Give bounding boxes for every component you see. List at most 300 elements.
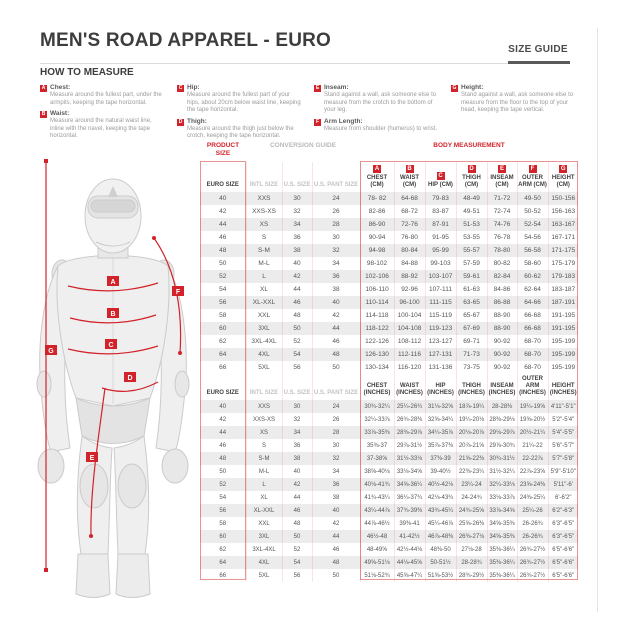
cell: 27⅛-28 (456, 543, 487, 556)
svg-text:G: G (48, 348, 54, 355)
cell: 4XL (246, 556, 282, 569)
column-header: U.S. SIZE (282, 374, 312, 400)
measure-letter-badge: D (178, 118, 183, 125)
cell: 104-108 (394, 322, 425, 335)
cell: 95-99 (425, 244, 456, 257)
table-row (200, 335, 578, 348)
cell: 43¼-44⅞ (360, 504, 394, 517)
svg-text:E: E (89, 455, 95, 462)
cell: 26¾-27½ (517, 569, 548, 582)
cell: 6'5"-6'6" (552, 546, 575, 553)
cell: 24-24¾ (456, 491, 487, 504)
cell: 3XL (246, 322, 282, 335)
cell: 187-191 (551, 299, 576, 306)
figure-badge-chest (107, 276, 119, 286)
cell: 50 (282, 322, 312, 335)
cell: 30 (282, 192, 312, 205)
table-group-headers (200, 142, 578, 157)
measure-column (177, 84, 314, 144)
measure-item-text: Measure around the fullest part of your hips, about 20cm below waist line, keeping the tape horizontal. (187, 92, 301, 113)
cell: XXS-XS (246, 205, 282, 218)
cell: 41-42½ (394, 530, 425, 543)
cell: 28⅜-29⅞ (394, 426, 425, 439)
cell: 45⅝-47¼ (394, 569, 425, 582)
cell: 54 (200, 491, 246, 504)
cell: 6'5"-6'6" (552, 572, 575, 579)
how-to-measure-columns (40, 84, 588, 144)
cell: 38 (282, 244, 312, 257)
table-row (200, 361, 578, 374)
cell: 58-60 (517, 257, 548, 270)
cell: 30 (282, 400, 312, 413)
cell: 3XL-4XL (246, 543, 282, 556)
cell: 72-76 (394, 218, 425, 231)
column-header: F OUTER ARM (CM) (517, 162, 548, 192)
table-row (200, 322, 578, 335)
cell: 28-28¾ (456, 556, 487, 569)
cell: 56 (200, 504, 246, 517)
svg-text:D: D (127, 375, 133, 382)
cell: 25¼-26¾ (394, 400, 425, 413)
cell: 36 (312, 270, 360, 283)
cell: 30¾-32¼ (360, 400, 394, 413)
tab-size-guide[interactable]: SIZE GUIDE (508, 44, 568, 55)
cell: S-M (246, 452, 282, 465)
table-row (200, 426, 578, 439)
measure-letter-badge: A (41, 85, 46, 91)
column-header: CHEST (INCHES) (360, 374, 394, 400)
cell: 46 (282, 504, 312, 517)
cell: 127-131 (425, 348, 456, 361)
column-letter-badge: E (499, 166, 504, 172)
cell: 34 (282, 426, 312, 439)
cell: 58 (200, 517, 246, 530)
column-header: E INSEAM (CM) (487, 162, 517, 192)
cell: 175-179 (551, 260, 576, 267)
column-header: B WAIST (CM) (394, 162, 425, 192)
group-header-product-size: PRODUCT SIZE (206, 142, 240, 157)
cell: 46 (312, 335, 360, 348)
cell: 6'5"-6'6" (552, 559, 575, 566)
measure-letter-badge: G (452, 85, 457, 91)
cell: 66-68 (517, 309, 548, 322)
cell: XL (246, 283, 282, 296)
figure-badge-thigh (124, 372, 136, 382)
cell: 48 (312, 348, 360, 361)
cell: 44 (282, 283, 312, 296)
measure-item-text: Stand against a wall, ask someone else to measure from the floor to the top of your head, keeping the tape vertical. (461, 92, 574, 113)
cell: 163-167 (551, 221, 576, 228)
cell: 40½-42⅛ (425, 478, 456, 491)
measure-item-title: Inseam: (324, 84, 349, 91)
measure-item-thigh (177, 118, 302, 141)
header-row (200, 374, 578, 400)
svg-text:B: B (110, 311, 116, 318)
cell: 50-52 (517, 205, 548, 218)
cell: 5'11"-6' (553, 481, 573, 488)
cell: 42 (282, 270, 312, 283)
cell: 54 (282, 556, 312, 569)
cell: 52 (200, 478, 246, 491)
group-header-body-measurement: BODY MEASUREMENT (433, 142, 505, 149)
cell: 88-90 (487, 309, 517, 322)
table-row (200, 257, 578, 270)
cell: 26 (312, 413, 360, 426)
cell: 28¾-29½ (456, 569, 487, 582)
cell: 32¼-33⅞ (360, 413, 394, 426)
measure-item-title: Arm Length: (324, 117, 363, 125)
size-table-inches (200, 374, 578, 582)
cell: 195-199 (551, 364, 576, 371)
cell: 24¾-25⅝ (456, 504, 487, 517)
cell: 34 (312, 257, 360, 270)
cell: 90-92 (487, 361, 517, 374)
rider-figure-drawing (18, 146, 203, 614)
cell: 122-126 (360, 335, 394, 348)
cell: 100-104 (394, 309, 425, 322)
cell: 80-84 (394, 244, 425, 257)
cell: 156-163 (551, 208, 576, 215)
table-row (200, 270, 578, 283)
table-row (200, 569, 578, 582)
tab-rule (40, 63, 570, 64)
measure-item-waist (40, 110, 165, 141)
table-row (200, 556, 578, 569)
cell: 51-53 (456, 218, 487, 231)
cell: 19¼-20⅛ (456, 413, 487, 426)
cell: 4XL (246, 348, 282, 361)
cell: 191-195 (551, 312, 576, 319)
cell: 33⅞-35⅜ (360, 426, 394, 439)
cell: 64-68 (394, 192, 425, 205)
cell: 20⅞-21⅝ (456, 439, 487, 452)
cell: XL-XXL (246, 504, 282, 517)
measure-item-inseam (314, 84, 439, 115)
cell: 78-80 (487, 244, 517, 257)
cell: 32 (282, 205, 312, 218)
measure-letter-badge: B (41, 111, 46, 117)
column-header: U.S. SIZE (282, 162, 312, 192)
cell: 119-123 (425, 322, 456, 335)
measure-item-text: Measure from shoulder (humerus) to wrist. (324, 125, 438, 132)
cell: 6'2"-6'3" (552, 507, 575, 514)
cell: 58 (200, 309, 246, 322)
measure-item-title: Waist: (50, 110, 70, 117)
cell: 57-59 (456, 257, 487, 270)
cell: XL (246, 491, 282, 504)
cell: 50-51½ (425, 556, 456, 569)
column-header: U.S. PANT SIZE (312, 374, 360, 400)
cell: 48 (282, 517, 312, 530)
cell: 40⅛-41¾ (360, 478, 394, 491)
cell: XS (246, 426, 282, 439)
cell: 56-58 (517, 244, 548, 257)
cell: 131-136 (425, 361, 456, 374)
cell: 179-183 (551, 273, 576, 280)
table-row (200, 491, 578, 504)
cell: 33⅞-34⅝ (487, 504, 517, 517)
cell: 191-195 (551, 325, 576, 332)
cell: 22⅞-23⅝ (517, 465, 548, 478)
cell: 29⅞-31½ (394, 439, 425, 452)
cell: 112-116 (394, 348, 425, 361)
cell: 4'11"-5'1" (550, 403, 576, 410)
cell: 26¾-28⅜ (394, 413, 425, 426)
cell: S (246, 439, 282, 452)
cell: 24 (312, 400, 360, 413)
cell: XXL (246, 517, 282, 530)
cell: 22⅜-23¼ (456, 465, 487, 478)
column-letter-badge: C (438, 173, 443, 179)
measure-column (451, 84, 588, 144)
cell: M-L (246, 257, 282, 270)
table-row (200, 400, 578, 413)
cell: 51⅝-53½ (425, 569, 456, 582)
cell: 62 (200, 335, 246, 348)
cell: 44 (200, 218, 246, 231)
cell: 68-70 (517, 361, 548, 374)
how-to-measure-title: HOW TO MEASURE (40, 67, 134, 78)
cell: 48 (200, 244, 246, 257)
measure-item-chest (40, 84, 165, 107)
cell: 64 (200, 348, 246, 361)
measure-item-title: Height: (461, 84, 484, 91)
cell: 60 (200, 530, 246, 543)
column-header: OUTER ARM (INCHES) (517, 374, 548, 400)
cell: 5'6"-5'7" (552, 442, 575, 449)
svg-text:F: F (175, 289, 181, 296)
column-header: D THIGH (CM) (456, 162, 487, 192)
cell: 6'3"-6'5" (552, 520, 575, 527)
column-letter-badge: D (469, 166, 474, 172)
cell: 42⅛-43¾ (425, 491, 456, 504)
cell: 25¼-26 (517, 504, 548, 517)
cell: 46⅞-48⅜ (425, 530, 456, 543)
cell: 40 (200, 400, 246, 413)
rider-figure (18, 146, 203, 619)
cell: 123-127 (425, 335, 456, 348)
cell: L (246, 478, 282, 491)
cell: 72-74 (487, 205, 517, 218)
cell: 111-115 (425, 296, 456, 309)
cell: 65-67 (456, 309, 487, 322)
cell: 118-122 (360, 322, 394, 335)
cell: 42½-44⅛ (394, 543, 425, 556)
cell: 34¼-35⅞ (425, 426, 456, 439)
cell: 88-92 (394, 270, 425, 283)
cell: 35⅜-36¼ (487, 556, 517, 569)
column-header: G HEIGHT (CM) (551, 166, 575, 188)
cell: 30 (312, 231, 360, 244)
column-header: THIGH (INCHES) (456, 374, 487, 400)
cell: 71-72 (487, 192, 517, 205)
cell: 45¼-46⅞ (425, 517, 456, 530)
page-title: MEN'S ROAD APPAREL - EURO (40, 30, 332, 51)
cell: 21¼-22 (517, 439, 548, 452)
cell: 90-92 (487, 335, 517, 348)
cell: 38⅝-40⅛ (360, 465, 394, 478)
cell: 46 (200, 439, 246, 452)
cell: 40 (200, 192, 246, 205)
table-row (200, 231, 578, 244)
cell: 39⅜-41 (394, 517, 425, 530)
cell: 53-55 (456, 231, 487, 244)
cell: 71-73 (456, 348, 487, 361)
cell: 50 (282, 530, 312, 543)
cell: 66 (200, 361, 246, 374)
cell: 84-86 (487, 283, 517, 296)
cell: 37-38⅝ (360, 452, 394, 465)
cell: 46½-48 (360, 530, 394, 543)
cell: 23⅝-24⅜ (517, 478, 548, 491)
cell: 88-90 (487, 322, 517, 335)
cell: 60-62 (517, 270, 548, 283)
svg-text:C: C (108, 342, 114, 349)
cell: 43¾-45¼ (425, 504, 456, 517)
cell: 56 (200, 296, 246, 309)
cell: 36 (282, 231, 312, 244)
cell: 167-171 (551, 234, 576, 241)
column-header: INTL SIZE (246, 162, 282, 192)
cell: 48 (282, 309, 312, 322)
column-header: HIP (INCHES) (425, 374, 456, 400)
cell: 26-26¾ (517, 530, 548, 543)
cell: 40 (282, 465, 312, 478)
measure-item-title: Thigh: (187, 117, 207, 125)
cell: 96-100 (394, 296, 425, 309)
cell: 26 (312, 205, 360, 218)
cell: 48⅜-50 (425, 543, 456, 556)
table-row (200, 205, 578, 218)
cell: 92-96 (394, 283, 425, 296)
cell: 115-119 (425, 309, 456, 322)
cell: 90-94 (360, 231, 394, 244)
cell: M-L (246, 465, 282, 478)
cell: XXS-XS (246, 413, 282, 426)
table-row (200, 465, 578, 478)
cell: 107-111 (425, 283, 456, 296)
cell: 19¼-19⅝ (517, 400, 548, 413)
cell: 34⅝-36¼ (394, 478, 425, 491)
measure-item-text: Measure around the fullest part, under the armpits, keeping the tape horizontal. (50, 92, 162, 106)
column-header: C HIP (CM) (425, 162, 456, 192)
cell: 5'2"-5'4" (552, 416, 575, 423)
cell: 49⅝-51⅛ (360, 556, 394, 569)
cell: 64-66 (517, 296, 548, 309)
table-row (200, 296, 578, 309)
table-row (200, 439, 578, 452)
cell: 195-199 (551, 351, 576, 358)
cell: 39-40½ (425, 465, 456, 478)
cell: 50 (200, 257, 246, 270)
cell: 126-130 (360, 348, 394, 361)
cell: 26-26¾ (517, 517, 548, 530)
cell: 35⅜-36¼ (487, 569, 517, 582)
cell: 98-102 (360, 257, 394, 270)
cell: 6'-6'2" (555, 494, 572, 501)
cell: 110-114 (360, 296, 394, 309)
cell: 52 (200, 270, 246, 283)
measure-item-hip (177, 84, 302, 115)
cell: 171-175 (551, 247, 576, 254)
cell: 20⅛-20⅞ (456, 426, 487, 439)
cell: 32⅝-34¼ (425, 413, 456, 426)
cell: 30¾-31½ (487, 452, 517, 465)
cell: 108-112 (394, 335, 425, 348)
table-row (200, 478, 578, 491)
cell: 28⅜-29⅛ (487, 413, 517, 426)
cell: 103-107 (425, 270, 456, 283)
table-row (200, 517, 578, 530)
cell: 49-51 (456, 205, 487, 218)
cell: 64 (200, 556, 246, 569)
cell: 78- 82 (360, 192, 394, 205)
cell: 28 (312, 426, 360, 439)
cell: XXS (246, 192, 282, 205)
cell: 106-110 (360, 283, 394, 296)
cell: XL-XXL (246, 296, 282, 309)
cell: 66-68 (517, 322, 548, 335)
cell: 44 (312, 322, 360, 335)
cell: 116-120 (394, 361, 425, 374)
cell: 48 (200, 452, 246, 465)
table-row (200, 504, 578, 517)
cell: 56 (282, 569, 312, 582)
cell: 62 (200, 543, 246, 556)
cell: 44 (200, 426, 246, 439)
cell: 6'3"-6'5" (552, 533, 575, 540)
table-row (200, 218, 578, 231)
cell: 23¼-24 (456, 478, 487, 491)
measure-letter-badge: E (315, 85, 320, 91)
cell: 67-69 (456, 322, 487, 335)
size-table-cm (200, 162, 578, 374)
cell: 55-57 (456, 244, 487, 257)
cell: 5XL (246, 569, 282, 582)
tab-rule-active (508, 61, 570, 64)
table-row (200, 192, 578, 205)
cell: 50 (200, 465, 246, 478)
cell: 84-88 (394, 257, 425, 270)
cell: 42 (282, 478, 312, 491)
column-header: INSEAM (INCHES) (487, 374, 517, 400)
cell: 94-98 (360, 244, 394, 257)
cell: 195-199 (551, 338, 576, 345)
measure-column (40, 84, 177, 144)
measure-item-text: Stand against a wall, ask someone else to measure from the crotch to the bottom of your leg. (324, 92, 437, 113)
cell: 35⅜-37 (360, 439, 394, 452)
cell: XXL (246, 309, 282, 322)
cell: 26⅜-27⅛ (456, 530, 487, 543)
figure-badge-height (45, 345, 57, 355)
cell: S-M (246, 244, 282, 257)
cell: 52 (282, 543, 312, 556)
column-letter-badge: G (560, 166, 566, 172)
cell: 36 (282, 439, 312, 452)
measure-item-title: Hip: (187, 84, 200, 91)
cell: 40 (312, 296, 360, 309)
cell: 79-83 (425, 192, 456, 205)
cell: 91-95 (425, 231, 456, 244)
column-header: U.S. PANT SIZE (312, 162, 360, 192)
right-divider (597, 28, 598, 612)
cell: 22-22⅞ (517, 452, 548, 465)
cell: 41¾-43¼ (360, 491, 394, 504)
cell: 82-86 (360, 205, 394, 218)
cell: L (246, 270, 282, 283)
cell: 68-70 (517, 335, 548, 348)
measure-item-armlength (314, 118, 439, 134)
